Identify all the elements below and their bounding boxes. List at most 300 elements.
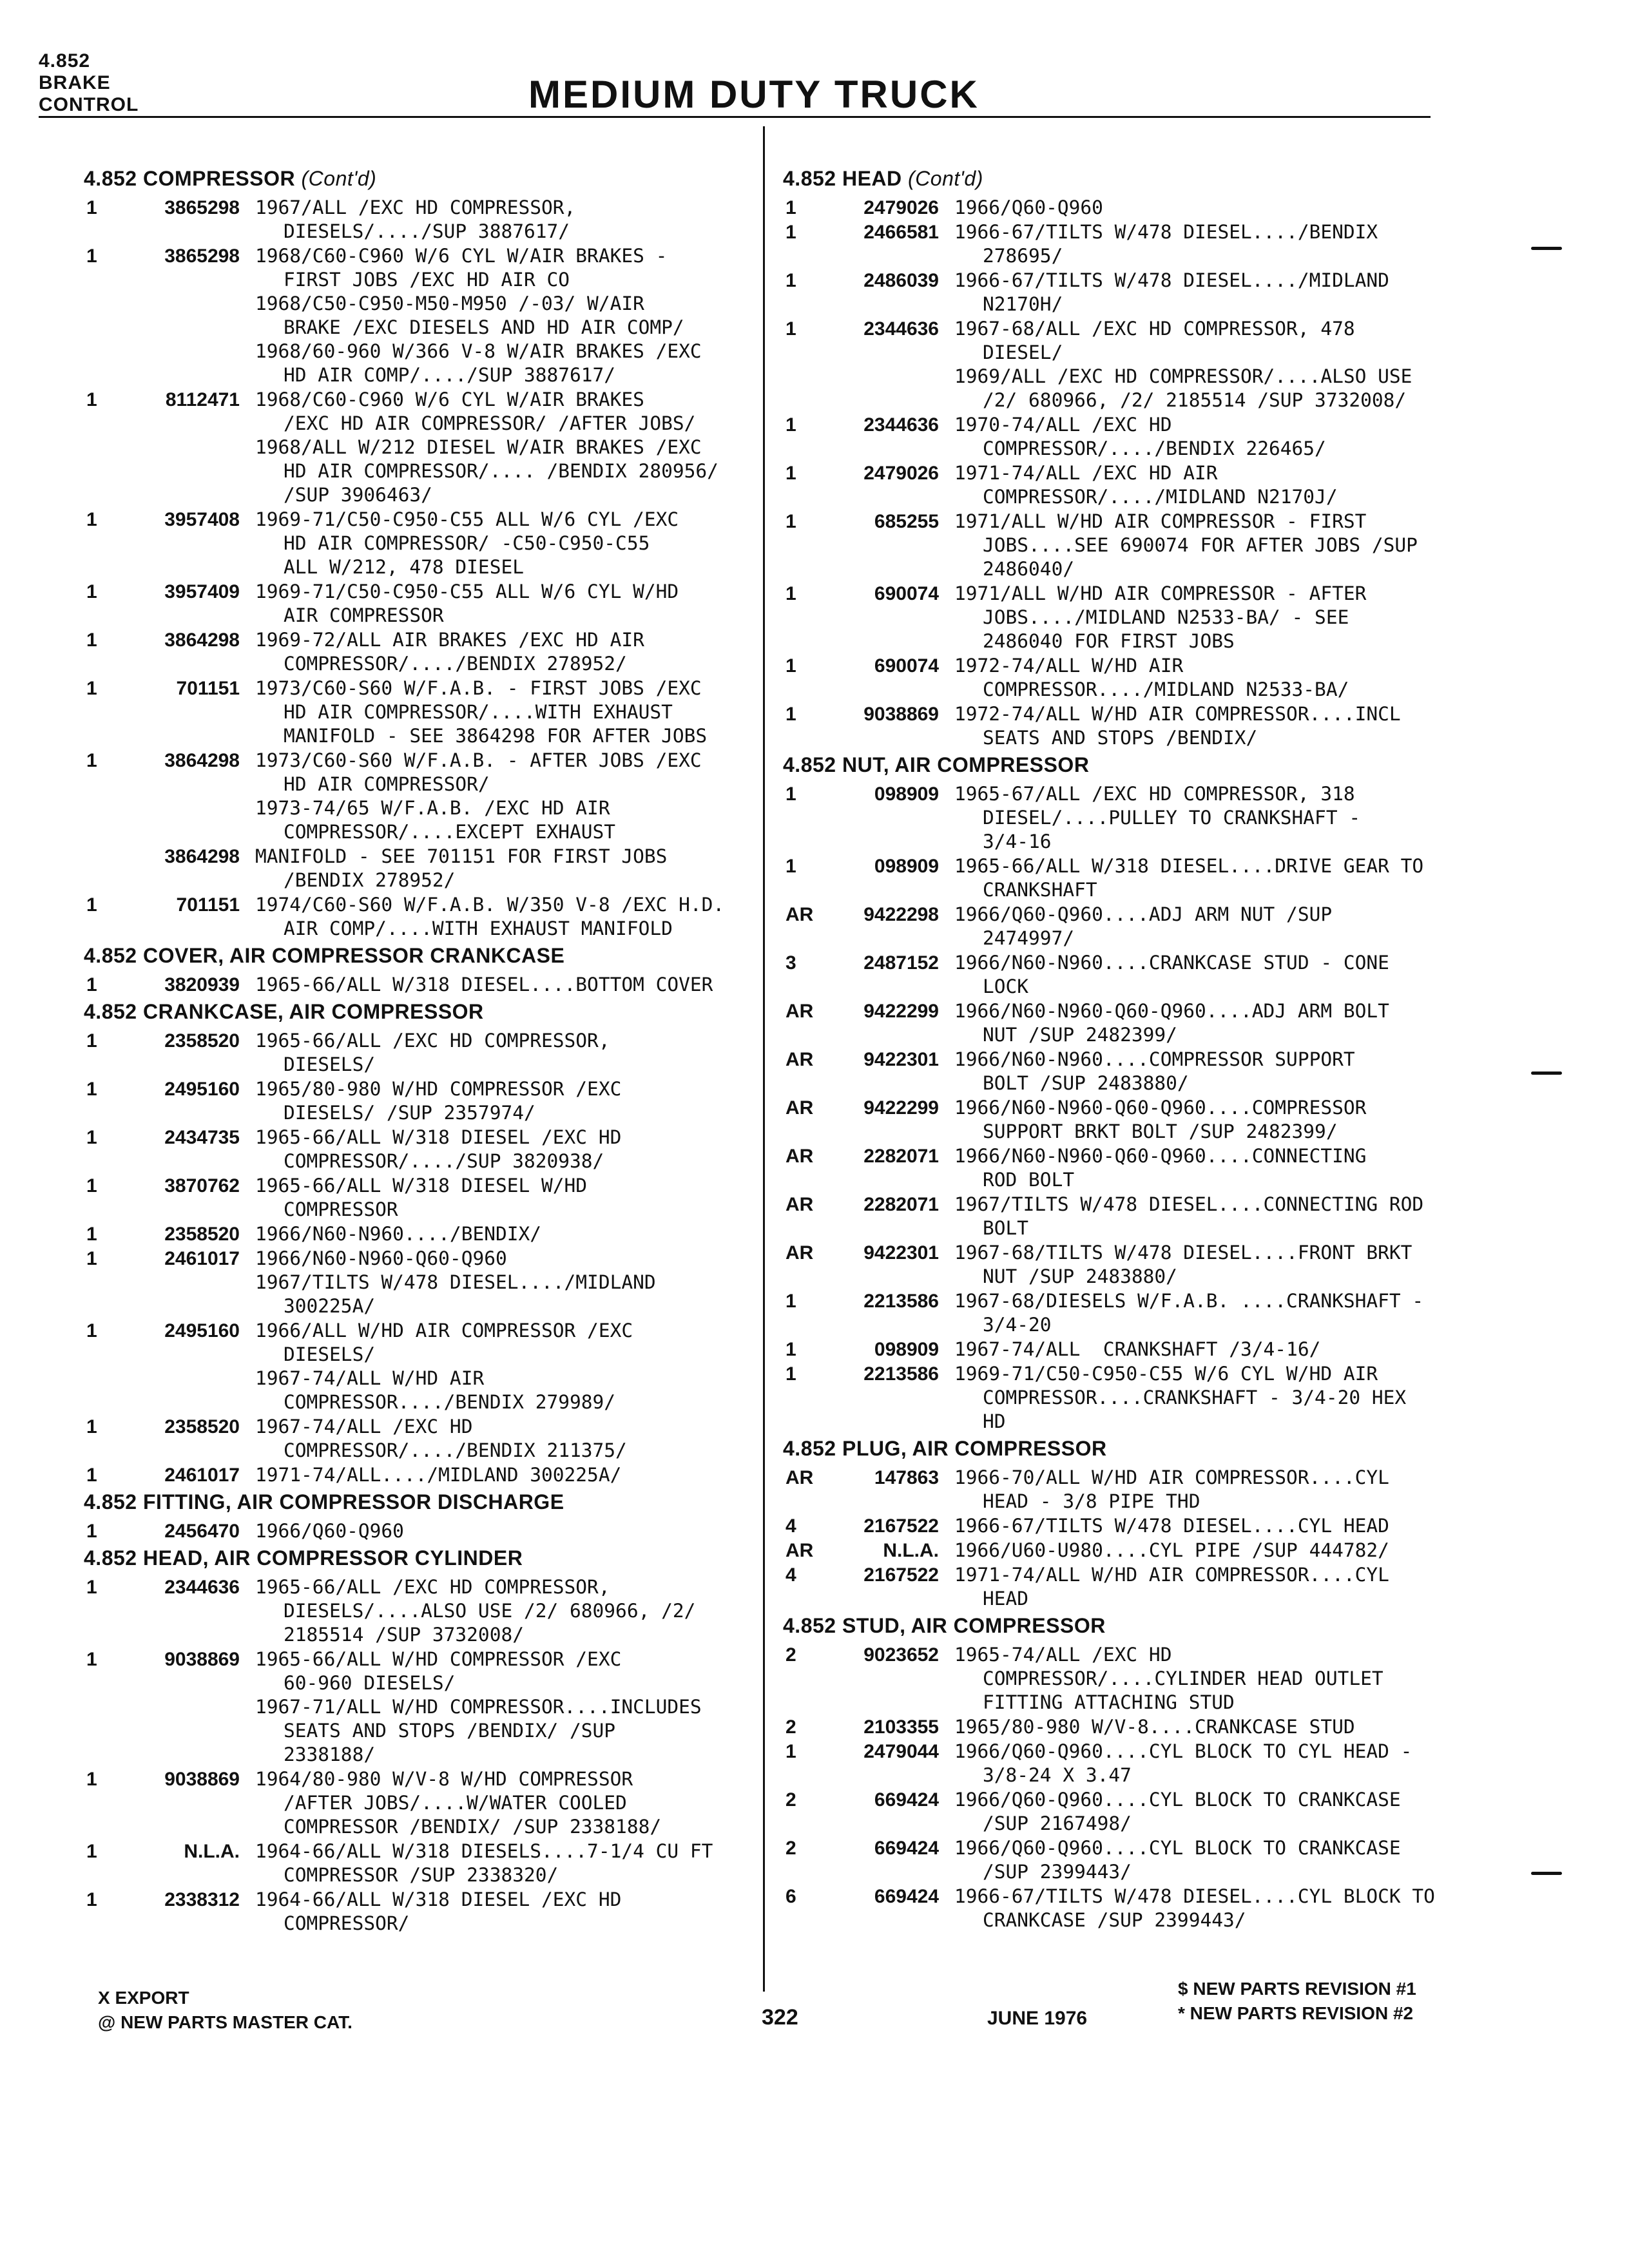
usage-line: 60-960 DIESELS/ [284, 1672, 456, 1694]
part-entry [84, 1888, 754, 1936]
usage-line: 1966/U60-U980....CYL PIPE /SUP 444782/ [954, 1539, 1389, 1561]
part-number: 2213586 [863, 1363, 939, 1385]
usage-line: 1965-66/ALL /EXC HD COMPRESSOR, [255, 1576, 610, 1598]
section-name: HEAD [842, 167, 902, 190]
part-entry [783, 854, 1453, 902]
part-entry [84, 1222, 754, 1246]
usage-line: SEATS AND STOPS /BENDIX/ [983, 727, 1258, 749]
usage-line: COMPRESSOR/..../SUP 3820938/ [284, 1150, 604, 1172]
quantity: AR [786, 1540, 814, 1561]
part-entry [84, 1077, 754, 1125]
usage-line: AIR COMPRESSOR [284, 604, 444, 626]
usage-description [954, 196, 1453, 220]
usage-line: 1965-74/ALL /EXC HD [954, 1644, 1172, 1666]
section-subgroup: CONTROL [39, 94, 139, 115]
usage-line: 1966/Q60-Q960 [954, 197, 1103, 218]
part-number: 9038869 [164, 1769, 240, 1790]
usage-description [954, 654, 1453, 702]
quantity: 1 [86, 750, 97, 771]
usage-line: DIESELS/ [284, 1343, 376, 1365]
usage-line: 2486040 FOR FIRST JOBS [983, 630, 1235, 652]
part-number: 9038869 [164, 1649, 240, 1670]
quantity: 4 [786, 1515, 796, 1537]
usage-line: COMPRESSOR/..../BENDIX 226465/ [983, 437, 1326, 459]
part-entry [783, 510, 1453, 581]
usage-description [954, 1338, 1453, 1361]
quantity: 1 [786, 583, 796, 604]
usage-line: /2/ 680966, /2/ 2185514 /SUP 3732008/ [983, 389, 1407, 411]
quantity: 1 [786, 463, 796, 484]
usage-description [954, 317, 1453, 412]
part-number: 2338312 [164, 1889, 240, 1910]
usage-line: BOLT /SUP 2483880/ [983, 1072, 1189, 1094]
quantity: 1 [86, 1649, 97, 1670]
section-number: 4.852 [783, 1614, 836, 1637]
section-name: STUD, AIR COMPRESSOR [842, 1614, 1106, 1637]
usage-line: 1969-71/C50-C950-C55 W/6 CYL W/HD AIR [954, 1363, 1378, 1385]
usage-line: COMPRESSOR /BENDIX/ /SUP 2338188/ [284, 1816, 662, 1838]
usage-line: 1971-74/ALL /EXC HD AIR [954, 462, 1218, 484]
part-number: 9422298 [863, 904, 939, 925]
usage-line: BRAKE /EXC DIESELS AND HD AIR COMP/ [284, 316, 684, 338]
usage-line: 1965-66/ALL W/318 DIESEL /EXC HD [255, 1126, 622, 1148]
section-number: 4.852 [783, 167, 836, 190]
usage-line: CRANKSHAFT [983, 879, 1097, 901]
usage-line: FIRST JOBS /EXC HD AIR CO [284, 269, 570, 291]
usage-line: 1967-68/ALL /EXC HD COMPRESSOR, 478 [954, 318, 1355, 340]
quantity: 1 [86, 1521, 97, 1542]
usage-line: JOBS....SEE 690074 FOR AFTER JOBS /SUP [983, 534, 1418, 556]
quantity: 1 [786, 704, 796, 725]
usage-line: 2486040/ [983, 558, 1075, 580]
usage-line: COMPRESSOR/ [284, 1912, 410, 1934]
part-number: 098909 [874, 1339, 939, 1360]
usage-line: 2338188/ [284, 1744, 376, 1765]
usage-line: 1967-74/ALL /EXC HD [255, 1416, 473, 1437]
usage-line: SUPPORT BRKT BOLT /SUP 2482399/ [983, 1120, 1338, 1142]
usage-line: 1966/N60-N960....COMPRESSOR SUPPORT [954, 1048, 1355, 1070]
quantity: 1 [86, 1320, 97, 1341]
quantity: 1 [86, 1079, 97, 1100]
usage-line: /SUP 2399443/ [983, 1861, 1132, 1883]
quantity: 1 [786, 1741, 796, 1762]
usage-description [954, 413, 1453, 461]
part-entry [84, 580, 754, 628]
section-number: 4.852 [84, 944, 137, 967]
usage-line: COMPRESSOR/..../BENDIX 211375/ [284, 1439, 627, 1461]
part-number: 9038869 [863, 704, 939, 725]
usage-description [954, 1048, 1453, 1095]
usage-description [954, 1466, 1453, 1514]
part-entry [84, 196, 754, 244]
usage-description [255, 1247, 754, 1318]
usage-description [954, 1514, 1453, 1538]
usage-description [255, 1415, 754, 1463]
part-number: 9422299 [863, 1001, 939, 1022]
part-number: 2103355 [863, 1716, 939, 1738]
usage-line: 1966-67/TILTS W/478 DIESEL..../MIDLAND [954, 269, 1389, 291]
usage-description [255, 1463, 754, 1487]
section-name: PLUG, AIR COMPRESSOR [842, 1437, 1107, 1460]
section-number: 4.852 [84, 1490, 137, 1514]
part-entry [84, 749, 754, 844]
usage-line: ROD BOLT [983, 1169, 1075, 1191]
quantity: AR [786, 1001, 814, 1022]
section-heading [84, 165, 754, 192]
footer-export-note: X EXPORT [98, 1988, 189, 2008]
usage-description [954, 1715, 1453, 1739]
part-number: 690074 [874, 583, 939, 604]
part-number: 701151 [176, 894, 240, 916]
usage-line: MANIFOLD - SEE 701151 FOR FIRST JOBS [255, 845, 668, 867]
section-number: 4.852 [84, 1000, 137, 1023]
part-number: 2282071 [863, 1146, 939, 1167]
part-entry [783, 1563, 1453, 1611]
usage-description [255, 973, 754, 997]
part-entry [783, 1144, 1453, 1192]
usage-description [255, 244, 754, 387]
part-number: 2479044 [863, 1741, 939, 1762]
part-entry [84, 628, 754, 676]
usage-line: 1973-74/65 W/F.A.B. /EXC HD AIR [255, 797, 610, 819]
quantity: 3 [786, 952, 796, 974]
usage-line: 1966/Q60-Q960....CYL BLOCK TO CYL HEAD - [954, 1740, 1412, 1762]
usage-line: 1964-66/ALL W/318 DIESEL /EXC HD [255, 1888, 622, 1910]
usage-line: HEAD - 3/8 PIPE THD [983, 1490, 1200, 1512]
part-number: 2358520 [164, 1030, 240, 1052]
part-number: 2461017 [164, 1465, 240, 1486]
usage-line: 1967/ALL /EXC HD COMPRESSOR, [255, 197, 576, 218]
part-number: 098909 [874, 783, 939, 805]
part-entry [84, 1767, 754, 1839]
part-number: 9422301 [863, 1049, 939, 1070]
usage-line: 1973/C60-S60 W/F.A.B. - FIRST JOBS /EXC [255, 677, 702, 699]
quantity: 4 [786, 1564, 796, 1586]
usage-description [255, 1840, 754, 1887]
usage-line: 1965-66/ALL W/318 DIESEL W/HD [255, 1175, 588, 1196]
part-entry [783, 782, 1453, 854]
part-entry [783, 1466, 1453, 1514]
footer-revision-2-note: * NEW PARTS REVISION #2 [1178, 2003, 1414, 2023]
quantity: 1 [786, 856, 796, 877]
usage-line: 1966/ALL W/HD AIR COMPRESSOR /EXC [255, 1320, 633, 1341]
usage-line: 1966/Q60-Q960....CYL BLOCK TO CRANKCASE [954, 1789, 1401, 1811]
usage-description [954, 782, 1453, 854]
part-entry [783, 951, 1453, 999]
section-heading [783, 751, 1453, 778]
usage-line: N2170H/ [983, 293, 1063, 315]
usage-line: COMPRESSOR....CRANKSHAFT - 3/4-20 HEX [983, 1387, 1407, 1408]
quantity: AR [786, 1467, 814, 1488]
part-number: 2434735 [164, 1127, 240, 1148]
part-entry [783, 654, 1453, 702]
usage-line: 1965/80-980 W/HD COMPRESSOR /EXC [255, 1078, 622, 1100]
footer-revision-1-note: $ NEW PARTS REVISION #1 [1178, 1979, 1416, 1999]
quantity: 1 [786, 318, 796, 340]
quantity: 1 [786, 783, 796, 805]
section-name: FITTING, AIR COMPRESSOR DISCHARGE [142, 1490, 564, 1514]
usage-line: 3/4-20 [983, 1314, 1052, 1336]
part-number: 669424 [874, 1886, 939, 1907]
usage-line: DIESELS/....ALSO USE /2/ 680966, /2/ [284, 1600, 696, 1622]
usage-line: ALL W/212, 478 DIESEL [284, 556, 524, 578]
usage-line: 3/4-16 [983, 831, 1052, 852]
usage-line: 1967/TILTS W/478 DIESEL..../MIDLAND [255, 1271, 656, 1293]
usage-line: 1964/80-980 W/V-8 W/HD COMPRESSOR [255, 1768, 633, 1790]
section-number: 4.852 [783, 753, 836, 776]
section-number: 4.852 [783, 1437, 836, 1460]
usage-line: /EXC HD AIR COMPRESSOR/ /AFTER JOBS/ [284, 412, 696, 434]
part-entry [84, 1840, 754, 1887]
usage-line: 1965-67/ALL /EXC HD COMPRESSOR, 318 [954, 783, 1355, 805]
usage-description [255, 1575, 754, 1647]
part-entry [84, 1519, 754, 1543]
usage-line: COMPRESSOR/..../MIDLAND N2170J/ [983, 486, 1338, 508]
footer-legend-right [1178, 1977, 1416, 2026]
usage-line: 1967-74/ALL CRANKSHAFT /3/4-16/ [954, 1338, 1321, 1360]
page-title: MEDIUM DUTY TRUCK [528, 73, 979, 116]
part-number: 3870762 [164, 1175, 240, 1196]
usage-line: 1970-74/ALL /EXC HD [954, 414, 1172, 436]
part-number: 9422301 [863, 1242, 939, 1264]
quantity: 1 [86, 389, 97, 410]
part-entry [783, 1740, 1453, 1787]
usage-line: 1971/ALL W/HD AIR COMPRESSOR - FIRST [954, 510, 1367, 532]
usage-line: 1965/80-980 W/V-8....CRANKCASE STUD [954, 1716, 1355, 1738]
part-number: 701151 [176, 678, 240, 699]
quantity: 1 [86, 1577, 97, 1598]
usage-line: COMPRESSOR [284, 1198, 398, 1220]
part-number: 8112471 [165, 389, 240, 410]
usage-line: 1966-70/ALL W/HD AIR COMPRESSOR....CYL [954, 1466, 1389, 1488]
part-number: 3864298 [164, 846, 240, 867]
usage-line: NUT /SUP 2483880/ [983, 1265, 1177, 1287]
usage-line: 1966-67/TILTS W/478 DIESEL....CYL HEAD [954, 1515, 1389, 1537]
part-entry [783, 1289, 1453, 1337]
part-entry [783, 196, 1453, 220]
usage-line: SEATS AND STOPS /BENDIX/ /SUP [284, 1720, 616, 1742]
section-heading [783, 1612, 1453, 1639]
usage-description [954, 951, 1453, 999]
usage-line: HD [983, 1410, 1006, 1432]
usage-line: 1965-66/ALL /EXC HD COMPRESSOR, [255, 1030, 610, 1052]
quantity: 1 [86, 894, 97, 916]
usage-line: HD AIR COMPRESSOR/ [284, 773, 490, 795]
usage-description [954, 1885, 1453, 1932]
usage-description [255, 1888, 754, 1936]
part-entry [84, 244, 754, 387]
usage-line: 1969-71/C50-C950-C55 ALL W/6 CYL /EXC [255, 508, 679, 530]
part-entry [783, 1241, 1453, 1289]
usage-line: DIESELS/ [284, 1053, 376, 1075]
usage-line: COMPRESSOR/....CYLINDER HEAD OUTLET [983, 1667, 1383, 1689]
quantity: AR [786, 1097, 814, 1119]
part-number: 147863 [874, 1467, 939, 1488]
part-number: 3820939 [164, 974, 240, 995]
part-entry [84, 388, 754, 507]
quantity: 1 [86, 629, 97, 651]
part-entry [84, 845, 754, 892]
part-entry [783, 1885, 1453, 1932]
quantity: 1 [786, 197, 796, 218]
usage-description [255, 1222, 754, 1246]
section-heading [84, 1544, 754, 1571]
quantity: 1 [86, 1889, 97, 1910]
section-continued: (Cont'd) [908, 167, 983, 190]
usage-description [255, 1767, 754, 1839]
usage-description [954, 269, 1453, 316]
usage-line: 1967-68/TILTS W/478 DIESEL....FRONT BRKT [954, 1242, 1412, 1264]
quantity: 1 [786, 1363, 796, 1385]
part-number: 2466581 [863, 222, 939, 243]
quantity: 1 [86, 509, 97, 530]
usage-description [954, 220, 1453, 268]
page-number: 322 [762, 2005, 798, 2030]
usage-description [255, 1029, 754, 1077]
part-entry [84, 1648, 754, 1767]
usage-line: 1966/N60-N960....CRANKCASE STUD - CONE [954, 952, 1389, 974]
quantity: 1 [786, 270, 796, 291]
usage-description [954, 1836, 1453, 1884]
part-number: 2167522 [863, 1564, 939, 1586]
part-number: N.L.A. [184, 1841, 240, 1862]
usage-description [954, 999, 1453, 1047]
usage-description [255, 1319, 754, 1414]
usage-line: 2474997/ [983, 927, 1075, 949]
part-number: 2479026 [863, 463, 939, 484]
usage-description [954, 1241, 1453, 1289]
part-number: 2486039 [863, 270, 939, 291]
quantity: 2 [786, 1644, 796, 1666]
usage-line: 2185514 /SUP 3732008/ [284, 1624, 524, 1646]
header-rule [39, 116, 1431, 118]
usage-description [255, 508, 754, 579]
part-number: 2479026 [863, 197, 939, 218]
quantity: 1 [86, 1224, 97, 1245]
usage-line: 1966/N60-N960-Q60-Q960....ADJ ARM BOLT [954, 1000, 1389, 1022]
usage-line: NUT /SUP 2482399/ [983, 1024, 1177, 1046]
quantity: 1 [786, 655, 796, 677]
part-number: 2213586 [863, 1291, 939, 1312]
usage-line: 1973/C60-S60 W/F.A.B. - AFTER JOBS /EXC [255, 749, 702, 771]
usage-line: HD AIR COMPRESSOR/ -C50-C950-C55 [284, 532, 650, 554]
usage-description [954, 702, 1453, 750]
usage-line: BOLT [983, 1217, 1029, 1239]
usage-line: COMPRESSOR/..../BENDIX 278952/ [284, 653, 627, 675]
section-heading [783, 1435, 1453, 1462]
usage-description [954, 461, 1453, 509]
usage-description [954, 1144, 1453, 1192]
part-number: 2358520 [164, 1224, 240, 1245]
usage-description [954, 1788, 1453, 1836]
section-heading [84, 998, 754, 1025]
part-number: 3865298 [164, 245, 240, 267]
part-number: 3864298 [164, 629, 240, 651]
part-entry [783, 999, 1453, 1047]
usage-description [255, 196, 754, 244]
usage-line: COMPRESSOR..../BENDIX 279989/ [284, 1391, 616, 1413]
usage-line: 1965-66/ALL W/318 DIESEL....BOTTOM COVER [255, 974, 713, 995]
usage-line: 1974/C60-S60 W/F.A.B. W/350 V-8 /EXC H.D. [255, 894, 725, 916]
section-heading [84, 1488, 754, 1515]
revision-margin-mark [1531, 1872, 1562, 1875]
usage-line: 1968/C50-C950-M50-M950 /-03/ W/AIR [255, 293, 644, 314]
quantity: 1 [86, 1248, 97, 1269]
part-entry [783, 1539, 1453, 1562]
usage-line: DIESELS/..../SUP 3887617/ [284, 220, 570, 242]
part-number: 9023652 [863, 1644, 939, 1666]
usage-line: 1968/60-960 W/366 V-8 W/AIR BRAKES /EXC [255, 340, 702, 362]
usage-description [255, 893, 754, 941]
usage-description [954, 1096, 1453, 1144]
part-number: 2167522 [863, 1515, 939, 1537]
part-number: 098909 [874, 856, 939, 877]
usage-description [255, 749, 754, 844]
section-heading [783, 165, 1453, 192]
part-number: 2487152 [863, 952, 939, 974]
usage-line: /SUP 3906463/ [284, 484, 432, 506]
quantity: 1 [786, 1339, 796, 1360]
quantity: 1 [86, 197, 97, 218]
usage-description [255, 1174, 754, 1222]
section-name: COMPRESSOR [142, 167, 296, 190]
usage-description [954, 582, 1453, 653]
part-entry [84, 1126, 754, 1173]
column-divider [763, 126, 765, 1992]
usage-line: 1967-74/ALL W/HD AIR [255, 1367, 485, 1389]
usage-line: /BENDIX 278952/ [284, 869, 456, 891]
usage-line: 278695/ [983, 245, 1063, 267]
usage-line: CRANKCASE /SUP 2399443/ [983, 1909, 1246, 1931]
usage-description [255, 1648, 754, 1767]
section-name: CRANKCASE, AIR COMPRESSOR [142, 1000, 484, 1023]
usage-line: COMPRESSOR..../MIDLAND N2533-BA/ [983, 678, 1349, 700]
usage-line: 1966/N60-N960-Q60-Q960 [255, 1247, 507, 1269]
section-name: NUT, AIR COMPRESSOR [842, 753, 1090, 776]
usage-line: MANIFOLD - SEE 3864298 FOR AFTER JOBS [284, 725, 708, 747]
quantity: 2 [786, 1789, 796, 1811]
usage-line: DIESELS/ /SUP 2357974/ [284, 1102, 535, 1124]
usage-line: 1966-67/TILTS W/478 DIESEL....CYL BLOCK TO [954, 1885, 1435, 1907]
quantity: 2 [786, 1838, 796, 1859]
usage-description [255, 1077, 754, 1125]
usage-line: COMPRESSOR /SUP 2338320/ [284, 1864, 559, 1886]
part-entry [783, 1362, 1453, 1434]
part-number: 3864298 [164, 750, 240, 771]
usage-line: HD AIR COMP/..../SUP 3887617/ [284, 364, 616, 386]
quantity: 1 [86, 1030, 97, 1052]
part-number: 2495160 [164, 1320, 240, 1341]
usage-line: 1967/TILTS W/478 DIESEL....CONNECTING ROD [954, 1193, 1424, 1215]
section-number: 4.852 [84, 1546, 137, 1570]
part-number: 2344636 [164, 1577, 240, 1598]
part-number: 685255 [874, 511, 939, 532]
usage-line: 1968/ALL W/212 DIESEL W/AIR BRAKES /EXC [255, 436, 702, 458]
part-entry [84, 1174, 754, 1222]
usage-description [255, 1519, 754, 1543]
quantity: 1 [86, 1841, 97, 1862]
part-number: 2495160 [164, 1079, 240, 1100]
part-entry [84, 973, 754, 997]
usage-line: 300225A/ [284, 1295, 376, 1317]
usage-line: 1967-71/ALL W/HD COMPRESSOR....INCLUDES [255, 1696, 702, 1718]
part-entry [783, 220, 1453, 268]
part-number: 2456470 [164, 1521, 240, 1542]
usage-line: JOBS..../MIDLAND N2533-BA/ - SEE [983, 606, 1349, 628]
quantity: 1 [86, 245, 97, 267]
part-entry [783, 461, 1453, 509]
part-entry [783, 1643, 1453, 1715]
